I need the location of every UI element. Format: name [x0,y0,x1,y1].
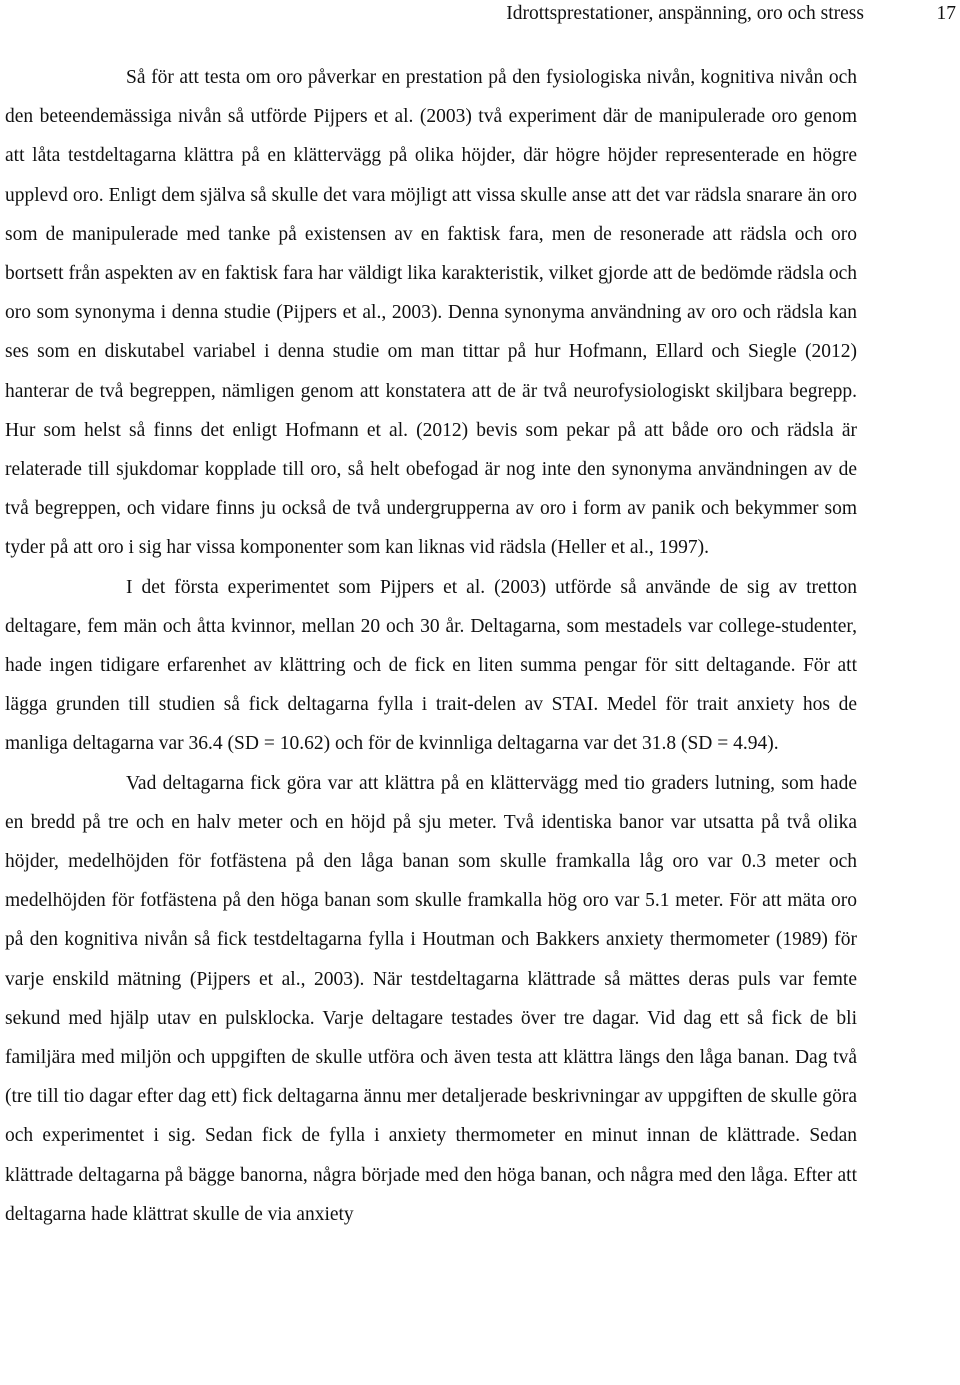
running-title: Idrottsprestationer, anspänning, oro och stress [506,3,864,24]
paragraph-oro-experiment: Så för att testa om oro påverkar en prestation på den fysiologiska nivån, kognitiva nivån och den beteendemässiga nivån så utförde Pijpers et al. (2003) två experiment där de manipulerade oro genom att låta testdeltagarna klättra på en klättervägg på olika höjder, där högre höjder representerade en högre upplevd oro. Enligt dem själva så skulle det vara möjligt att vissa skulle anse att det var rädsla snarare än oro som de manipulerade med tanke på existensen av en faktisk fara, men de resonerade att rädsla och oro bortsett från aspekten av en faktisk fara har väldigt lika karakteristik, vilket gjorde att de bedömde rädsla och oro som synonyma i denna studie (Pijpers et al., 2003). Denna synonyma användning av oro och rädsla kan ses som en diskutabel variabel i denna studie om man tittar på hur Hofmann, Ellard och Siegle (2012) hanterar de två begreppen, nämligen genom att konstatera att de är två neurofysiologiskt skiljbara begrepp. Hur som helst så finns det enligt Hofmann et al. (2012) bevis som pekar på att både oro och rädsla är relaterade till sjukdomar kopplade till oro, så helt obefogad är nog inte den synonyma användningen av de två begreppen, och vidare finns ju också de två undergrupperna av oro i form av panik och bekymmer som tyder på att oro i sig har vissa komponenter som kan liknas vid rädsla (Heller et al., 1997). [5,67,857,559]
paragraph-procedure: Vad deltagarna fick göra var att klättra på en klättervägg med tio graders lutning, som hade en bredd på tre och en halv meter och en höjd på sju meter. Två identiska banor var utsatta på två olika höjder, medelhöjden för fotfästena på den låga banan som skulle framkalla låg oro var 0.3 meter och medelhöjden för fotfästena på den höga banan som skulle framkalla hög oro var 5.1 meter. För att mäta oro på den kognitiva nivån så fick testdeltagarna fylla i Houtman och Bakkers anxiety thermometer (1989) för varje enskild mätning (Pijpers et al., 2003). När testdeltagarna klättrade så mättes deras puls var femte sekund med hjälp utav en pulsklocka. Varje deltagare testades över tre dagar. Vid dag ett så fick de bli familjära med miljön och uppgiften de skulle utföra och även testa att klättra längs den låga banan. Dag två (tre till tio dagar efter dag ett) fick deltagarna ännu mer detaljerade beskrivningar av uppgiften de skulle göra och experimentet i sig. Sedan fick de fylla i anxiety thermometer en minut innan de klättrade. Sedan klättrade deltagarna på bägge banorna, några började med den höga banan, och några med den låga. Efter att deltagarna hade klättrat skulle de via anxiety [5,772,857,1225]
body-text [5,58,857,1234]
paragraph-participants: I det första experimentet som Pijpers et al. (2003) utförde så använde de sig av tretton deltagare, fem män och åtta kvinnor, mellan 20 och 30 år. Deltagarna, som mestadels var college-studenter, hade ingen tidigare erfarenhet av klättring och de fick en liten summa pengar för sitt deltagande. För att lägga grunden till studien så fick deltagarna fylla i trait-delen av STAI. Medel för trait anxiety hos de manliga deltagarna var 36.4 (SD = 10.62) och för de kvinnliga deltagarna var det 31.8 (SD = 4.94). [5,576,857,755]
running-header [0,2,960,26]
page-number: 17 [936,3,956,24]
